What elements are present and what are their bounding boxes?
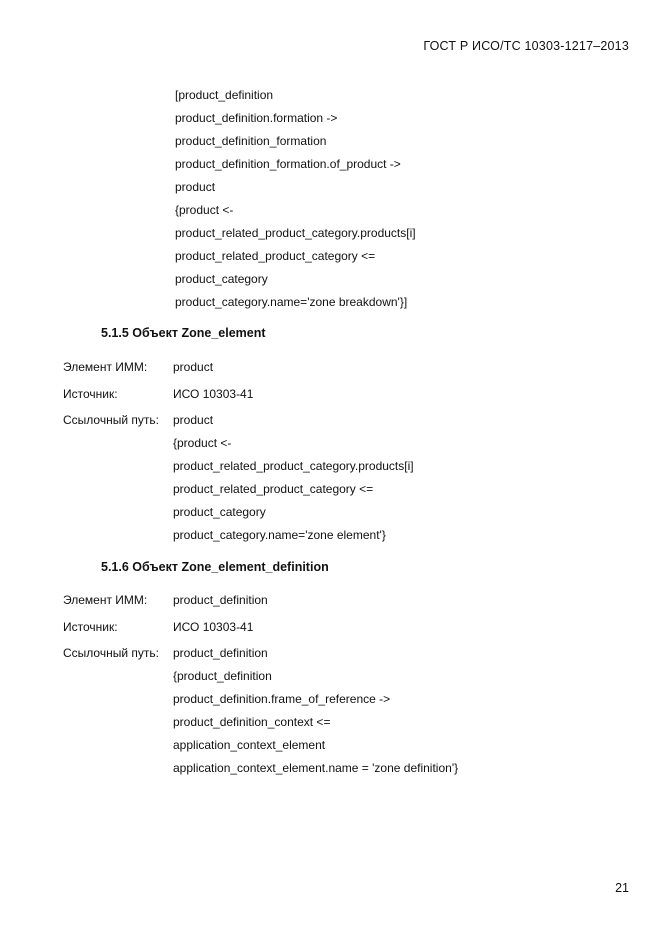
label-source: Источник: [63,387,118,401]
value-source: ИСО 10303-41 [173,387,254,401]
path-line: product_related_product_category.products[i] [175,226,416,240]
path-line: product_category [173,505,266,519]
value-source: ИСО 10303-41 [173,620,254,634]
path-line: product_category.name='zone element'} [173,528,386,542]
path-line: [product_definition [175,88,274,102]
path-line: product_definition [173,646,268,660]
path-line: product_category [175,272,268,286]
path-line: product_related_product_category <= [173,482,374,496]
path-line: {product <- [173,436,232,450]
path-line: application_context_element.name = 'zone definition'} [173,761,459,775]
path-line: application_context_element [173,738,326,752]
path-line: product_category.name='zone breakdown'}] [175,295,408,309]
path-line: product [175,180,216,194]
value-imm-element: product_definition [173,593,268,607]
path-line: {product_definition [173,669,272,683]
path-line: product_related_product_category.products[i] [173,459,414,473]
document-header: ГОСТ Р ИСО/ТС 10303-1217–2013 [423,39,629,53]
section-heading-5-1-5: 5.1.5 Объект Zone_element [101,326,266,340]
page-number: 21 [615,881,629,895]
path-line: product_definition_context <= [173,715,331,729]
path-line: product [173,413,214,427]
section-heading-5-1-6: 5.1.6 Объект Zone_element_definition [101,560,329,574]
path-line: product_definition_formation.of_product -> [175,157,401,171]
label-reference-path: Ссылочный путь: [63,413,159,427]
path-line: product_related_product_category <= [175,249,376,263]
path-line: product_definition.formation -> [175,111,338,125]
label-imm-element: Элемент ИММ: [63,360,148,374]
value-imm-element: product [173,360,214,374]
path-line: product_definition.frame_of_reference -> [173,692,391,706]
label-imm-element: Элемент ИММ: [63,593,148,607]
label-reference-path: Ссылочный путь: [63,646,159,660]
path-line: product_definition_formation [175,134,327,148]
label-source: Источник: [63,620,118,634]
path-line: {product <- [175,203,234,217]
